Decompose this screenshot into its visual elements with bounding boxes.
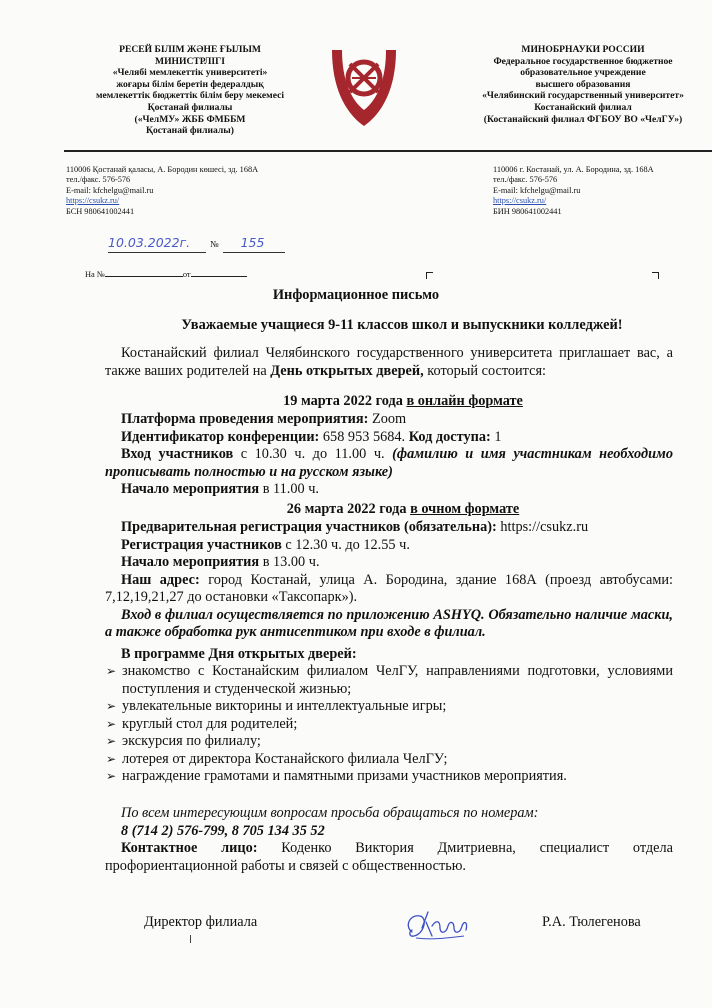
label: Начало мероприятия [121, 554, 260, 570]
header-right-line: МИНОБРНАУКИ РОССИИ [521, 44, 645, 55]
program-item-text: награждение грамотами и памятными призами участников мероприятия. [122, 768, 567, 784]
outgoing-date: 10.03.2022г. [108, 235, 191, 250]
program-item-text: экскурсия по филиалу; [122, 733, 261, 749]
contacts-block [105, 805, 673, 875]
address-phone: тел./факс. 576-576 [66, 175, 131, 185]
value: в 13.00 ч. [259, 554, 320, 570]
note: (фамилию и имя участникам необходимо прописывать полностью и на русском языке) [105, 446, 673, 480]
program-heading: В программе Дня открытых дверей: [121, 646, 357, 662]
day1-details [105, 411, 673, 499]
label: Регистрация участников [121, 536, 282, 553]
program-item-text: знакомство с Костанайским филиалом ЧелГУ, направлениями подготовки, условиями поступления и студенческой жизнью; [122, 663, 673, 697]
list-item [105, 751, 673, 769]
header-left-line: Қостанай филиалы [147, 101, 233, 113]
address-corner-mark [426, 272, 433, 279]
address-street: 110006 г. Костанай, ул. А. Бородина, зд. 168А [493, 165, 654, 174]
header-divider [64, 150, 712, 152]
address-bin: БСН 980641002441 [66, 206, 135, 216]
ref-ot-label: от [182, 270, 191, 279]
list-item [105, 768, 673, 786]
day2-details [105, 519, 673, 642]
address-street: 110006 Қостанай қаласы, А. Бородин көшесі, зд. 168А [66, 165, 259, 174]
day2-format: в очном формате [410, 501, 520, 517]
contacts-question: По всем интересующим вопросам просьба обращаться по номерам: [121, 805, 539, 821]
arrow-bullet-icon: ➢ [106, 751, 117, 766]
value: город Костанай, улица А. Бородина, здание 168А (проезд автобусами: 7,12,19,21,27 до остановки «Таксопарк»). [105, 571, 673, 605]
address-corner-mark [652, 272, 659, 279]
header-left-line: «Челябі мемлекеттік университеті» [112, 67, 268, 79]
arrow-bullet-icon: ➢ [106, 664, 117, 678]
day2-registration [105, 537, 673, 555]
address-left [66, 165, 258, 217]
value: https://csukz.ru [496, 519, 589, 535]
list-item [105, 716, 673, 734]
fold-mark [190, 935, 191, 943]
header-right-block [452, 44, 712, 125]
label: Идентификатор конференции: [121, 428, 320, 445]
header-left-block [64, 44, 316, 137]
address-site-link[interactable]: https://csukz.ru/ [66, 196, 120, 206]
program-item-text: лотерея от директора Костанайского филиала ЧелГУ; [122, 750, 448, 767]
day2-address [105, 572, 673, 607]
day2-entry-note: Вход в филиал осуществляется по приложению ASHYQ. Обязательно наличие маски, а также обработка рук антисептиком при входе в филиал. [105, 606, 673, 640]
value: Коденко Виктория Дмитриевна, специалист отдела профориентационной работы и связей с общественностью. [105, 840, 673, 874]
day1-entry [105, 446, 673, 481]
label: Контактное лицо: [121, 840, 258, 856]
header-right-line: Костанайский филиал [534, 101, 632, 113]
address-bin: БИН 980641002441 [493, 206, 562, 216]
letter-greeting: Уважаемые учащиеся 9-11 классов школ и выпускники колледжей! [181, 317, 623, 333]
address-site-link[interactable]: https://csukz.ru/ [493, 196, 547, 206]
header-right-line: «Челябинский государственный университет» [482, 90, 684, 102]
address-email: E-mail: kfchelgu@mail.ru [493, 185, 581, 195]
header-left-line: мемлекеттік бюджеттік білім беру мекемесі [95, 90, 285, 102]
outgoing-no-label: № [210, 239, 219, 249]
label: Наш адрес: [121, 571, 200, 588]
handwritten-signature [402, 906, 474, 946]
day1-conference [105, 429, 673, 447]
outgoing-number: 155 [240, 235, 265, 250]
label: Вход участников [121, 446, 234, 462]
contacts-person [105, 840, 673, 875]
outgoing-number-line [108, 234, 285, 253]
university-logo [322, 48, 406, 128]
day1-heading [0, 393, 712, 410]
day1-platform [105, 411, 673, 429]
reference-line [85, 268, 247, 279]
value: с 12.30 ч. до 12.55 ч. [281, 536, 410, 553]
value: Zoom [368, 411, 407, 427]
value: с 10.30 ч. до 11.00 ч. [233, 446, 393, 462]
value: 1 [490, 428, 502, 445]
ref-na-label: На № [85, 270, 105, 279]
header-right-line: образовательное учреждение [520, 67, 646, 79]
day2-heading [0, 501, 712, 518]
intro-paragraph [105, 345, 673, 380]
value: в 11.00 ч. [259, 481, 320, 497]
list-item [105, 663, 673, 698]
label: Предварительная регистрация участников (обязательна): [121, 519, 497, 535]
address-email: E-mail: kfchelgu@mail.ru [66, 185, 154, 195]
program-item-text: увлекательные викторины и интеллектуальные игры; [122, 698, 447, 714]
day2-preregistration [105, 519, 673, 537]
ref-number-blank [105, 268, 183, 277]
day1-format: в онлайн формате [406, 393, 523, 409]
day2-date: 26 марта 2022 года [286, 501, 411, 517]
header-left-line: жоғары білім беретін федералдық [116, 78, 264, 90]
label: Платформа проведения мероприятия: [121, 411, 369, 427]
header-left-line: МИНИСТРЛІГІ [155, 55, 225, 67]
intro-text: Костанайский филиал Челябинского государственного университета приглашает вас, а также ваших родителей на [105, 345, 673, 379]
list-item [105, 733, 673, 751]
header-right-line: (Костанайский филиал ФГБОУ ВО «ЧелГУ») [483, 113, 683, 125]
value: 658 953 5684. [319, 428, 409, 445]
day1-date: 19 марта 2022 года [283, 393, 407, 409]
intro-event-name: День открытых дверей, [270, 362, 424, 379]
list-item [105, 698, 673, 716]
program-item-text: круглый стол для родителей; [122, 715, 298, 732]
letter-title: Информационное письмо [272, 287, 440, 303]
arrow-bullet-icon: ➢ [106, 769, 117, 783]
ref-date-blank [191, 268, 247, 277]
header-left-line: РЕСЕЙ БІЛІМ ЖӘНЕ ҒЫЛЫМ [119, 44, 261, 55]
label: Код доступа: [408, 428, 491, 445]
arrow-bullet-icon: ➢ [106, 734, 117, 748]
contacts-phones: 8 (714 2) 576-799, 8 705 134 35 52 [121, 822, 325, 839]
arrow-bullet-icon: ➢ [106, 699, 117, 713]
header-left-line: Қостанай филиалы) [146, 125, 234, 137]
header-right-line: Федеральное государственное бюджетное [493, 55, 673, 67]
day2-start [105, 554, 673, 572]
header-left-line: («ЧелМУ» ЖББ ФМББМ [134, 113, 246, 125]
intro-rest: который состоится: [423, 362, 546, 379]
header-right-line: высшего образования [535, 78, 631, 90]
address-phone: тел./факс. 576-576 [493, 175, 558, 185]
day1-start [105, 481, 673, 499]
signatory-title: Директор филиала [144, 914, 258, 930]
address-right [493, 165, 654, 217]
program-list [105, 663, 673, 786]
label: Начало мероприятия [121, 481, 260, 497]
arrow-bullet-icon: ➢ [106, 716, 117, 731]
signatory-name: Р.А. Тюлегенова [542, 914, 641, 930]
